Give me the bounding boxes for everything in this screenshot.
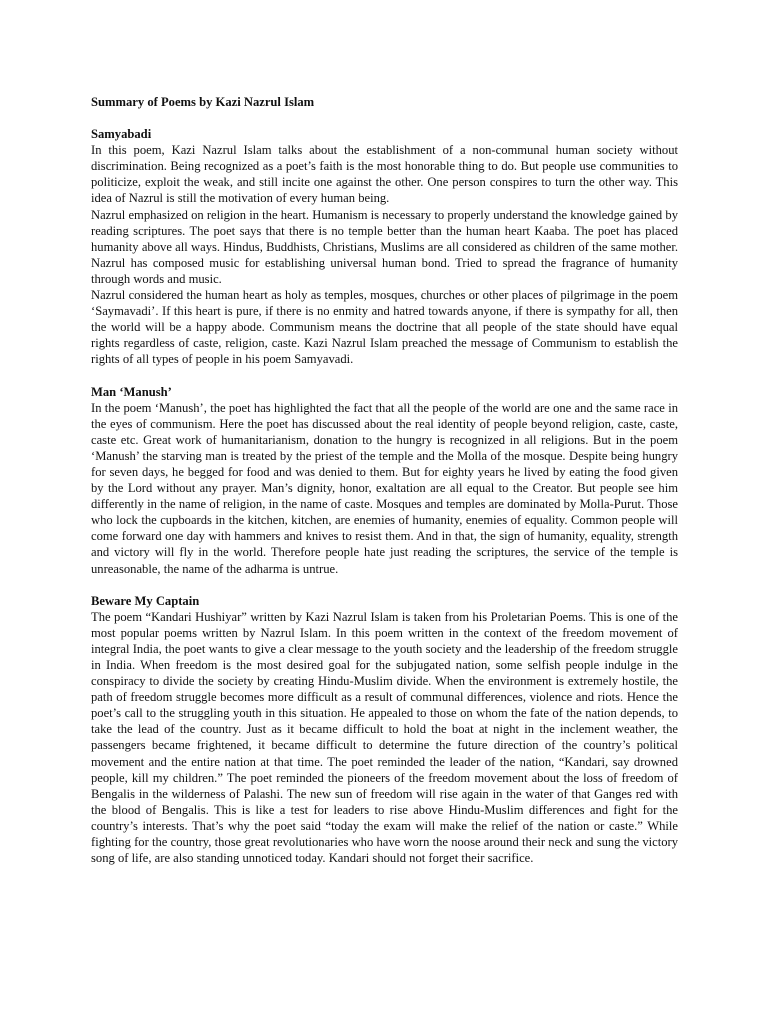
section-heading: Samyabadi [91,127,152,142]
paragraph: In this poem, Kazi Nazrul Islam talks about the establishment of a non-communal human society without discrimination. Being recognized as a poet’s faith is the most honorable thing to do. But people use communities to politicize, exploit the weak, and still incite one against the other. One person conspires to turn the other way. This idea of Nazrul is still the motivation of every human being. [91,143,678,206]
paragraph: Nazrul considered the human heart as holy as temples, mosques, churches or other places of pilgrimage in the poem ‘Saymavadi’. If this heart is pure, if there is no enmity and hatred towards anyone, if there is sympathy for all, then the world will be a happy abode. Communism means the doctrine that all people of the state should have equal rights regardless of caste, religion, caste. Kazi Nazrul Islam preached the message of Communism to establish the rights of all types of people in his poem Samyavadi. [91,288,678,367]
document-title: Summary of Poems by Kazi Nazrul Islam [91,95,315,109]
paragraph: Nazrul emphasized on religion in the heart. Humanism is necessary to properly understand the knowledge gained by reading scriptures. The poet says that there is no temple better than the human heart Kaaba. The poet has placed humanity above all ways. Hindus, Buddhists, Christians, Muslims are all considered as children of the same mother. Nazrul has composed music for establishing universal human bond. Tried to spread the fragrance of humanity through words and music. [91,207,678,286]
section-beware-my-captain [91,593,678,867]
section-heading: Beware My Captain [91,593,200,608]
paragraph: In the poem ‘Manush’, the poet has highlighted the fact that all the people of the world are one and the same race in the eyes of communism. Here the poet has discussed about the real identity of people beyond religion, caste, caste, caste etc. Great work of humanitarianism, donation to the hungry is recognized in all religions. But in the poem ‘Manush’ the starving man is treated by the priest of the temple and the Molla of the mosque. Despite being hungry for seven days, he begged for food and was denied to them. But for eighty years he lived by eating the food given by the Lord without any prayer. Man’s dignity, honor, exaltation are all equal to the Creator. But people see him differently in the name of religion, in the name of caste. Mosques and temples are dominated by Molla-Purut. Those who lock the cupboards in the kitchen, kitchen, are enemies of humanity, enemies of equality. Common people will come forward one day with hammers and knives to resist them. And in that, the sign of humanity, equality, strength and victory will fly in the world. Therefore people hate just reading the scriptures, the service of the temple is unreasonable, the name of the adharma is untrue. [91,400,678,576]
paragraph: The poem “Kandari Hushiyar” written by Kazi Nazrul Islam is taken from his Proletarian Poems. This is one of the most popular poems written by Nazrul Islam. In this poem written in the context of the freedom movement of integral India, the poet wants to give a clear message to the youth society and the leadership of the freedom struggle in India. When freedom is the most desired goal for the subjugated nation, some selfish people indulge in the conspiracy to divide the society by creating Hindu-Muslim divide. When the environment is extremely hostile, the path of freedom struggle becomes more difficult as a result of communal differences, violence and riots. Hence the poet’s call to the struggling youth in this situation. He appealed to those on whom the fate of the nation depends, to take the lead of the country. Just as it became difficult to hold the boat at night in the inclement weather, the passengers became frightened, it became difficult to determine the future direction of the country’s political movement and the entire nation at that time. The poet reminded the leader of the nation, “Kandari, say drowned people, kill my children.” The poet reminded the pioneers of the freedom movement about the loss of freedom of Bengalis in the wilderness of Palashi. The new sun of freedom will rise again in the water of that Ganges red with the blood of Bengalis. This is like a test for leaders to rise above Hindu-Muslim differences and fight for the country’s interests. That’s why the poet said “today the exam will make the relief of the nation or caste.” While fighting for the country, those great revolutionaries who have worn the noose around their neck and sung the victory song of life, are also standing unnoticed today. Kandari should not forget their sacrifice. [91,609,678,866]
document-page [91,94,678,882]
section-man-manush [91,384,678,577]
section-heading: Man ‘Manush’ [91,384,172,399]
section-samyabadi [91,126,678,367]
